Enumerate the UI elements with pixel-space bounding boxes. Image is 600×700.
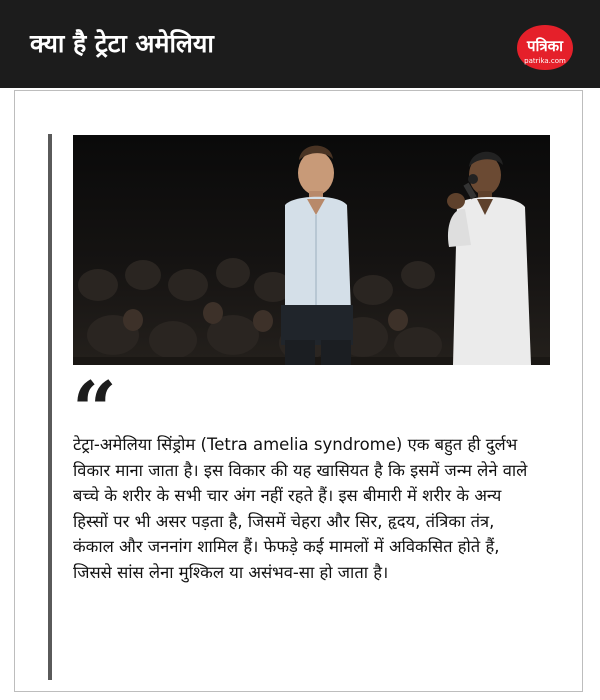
header-bar (0, 0, 600, 88)
logo-url: patrika.com (524, 57, 566, 65)
quote-mark-icon: “ (72, 365, 117, 456)
article-body-text: टेट्रा-अमेलिया सिंड्रोम (Tetra amelia syndrome) एक बहुत ही दुर्लभ विकार माना जाता है। इस विकार की यह खासियत है कि इसमें जन्म लेने वाले बच्चे के शरीर के सभी चार अंग नहीं रहते हैं। इस बीमारी में शरीर के अन्य हिस्सों पर भी असर पड़ता है, जिसमें चेहरा और सिर, हृदय, तंत्रिका तंत्र, कंकाल और जननांग शामिल हैं। फेफड़े कई मामलों में अविकसित होते हैं, जिससे सांस लेना मुश्किल या असंभव-सा हो जाता है। (73, 435, 528, 582)
article-photo (73, 135, 550, 365)
patrika-logo[interactable] (512, 22, 578, 72)
page-title: क्या है ट्रेटा अमेलिया (30, 29, 214, 58)
quote-accent-bar (48, 134, 52, 680)
logo-name: पत्रिका (526, 37, 564, 55)
